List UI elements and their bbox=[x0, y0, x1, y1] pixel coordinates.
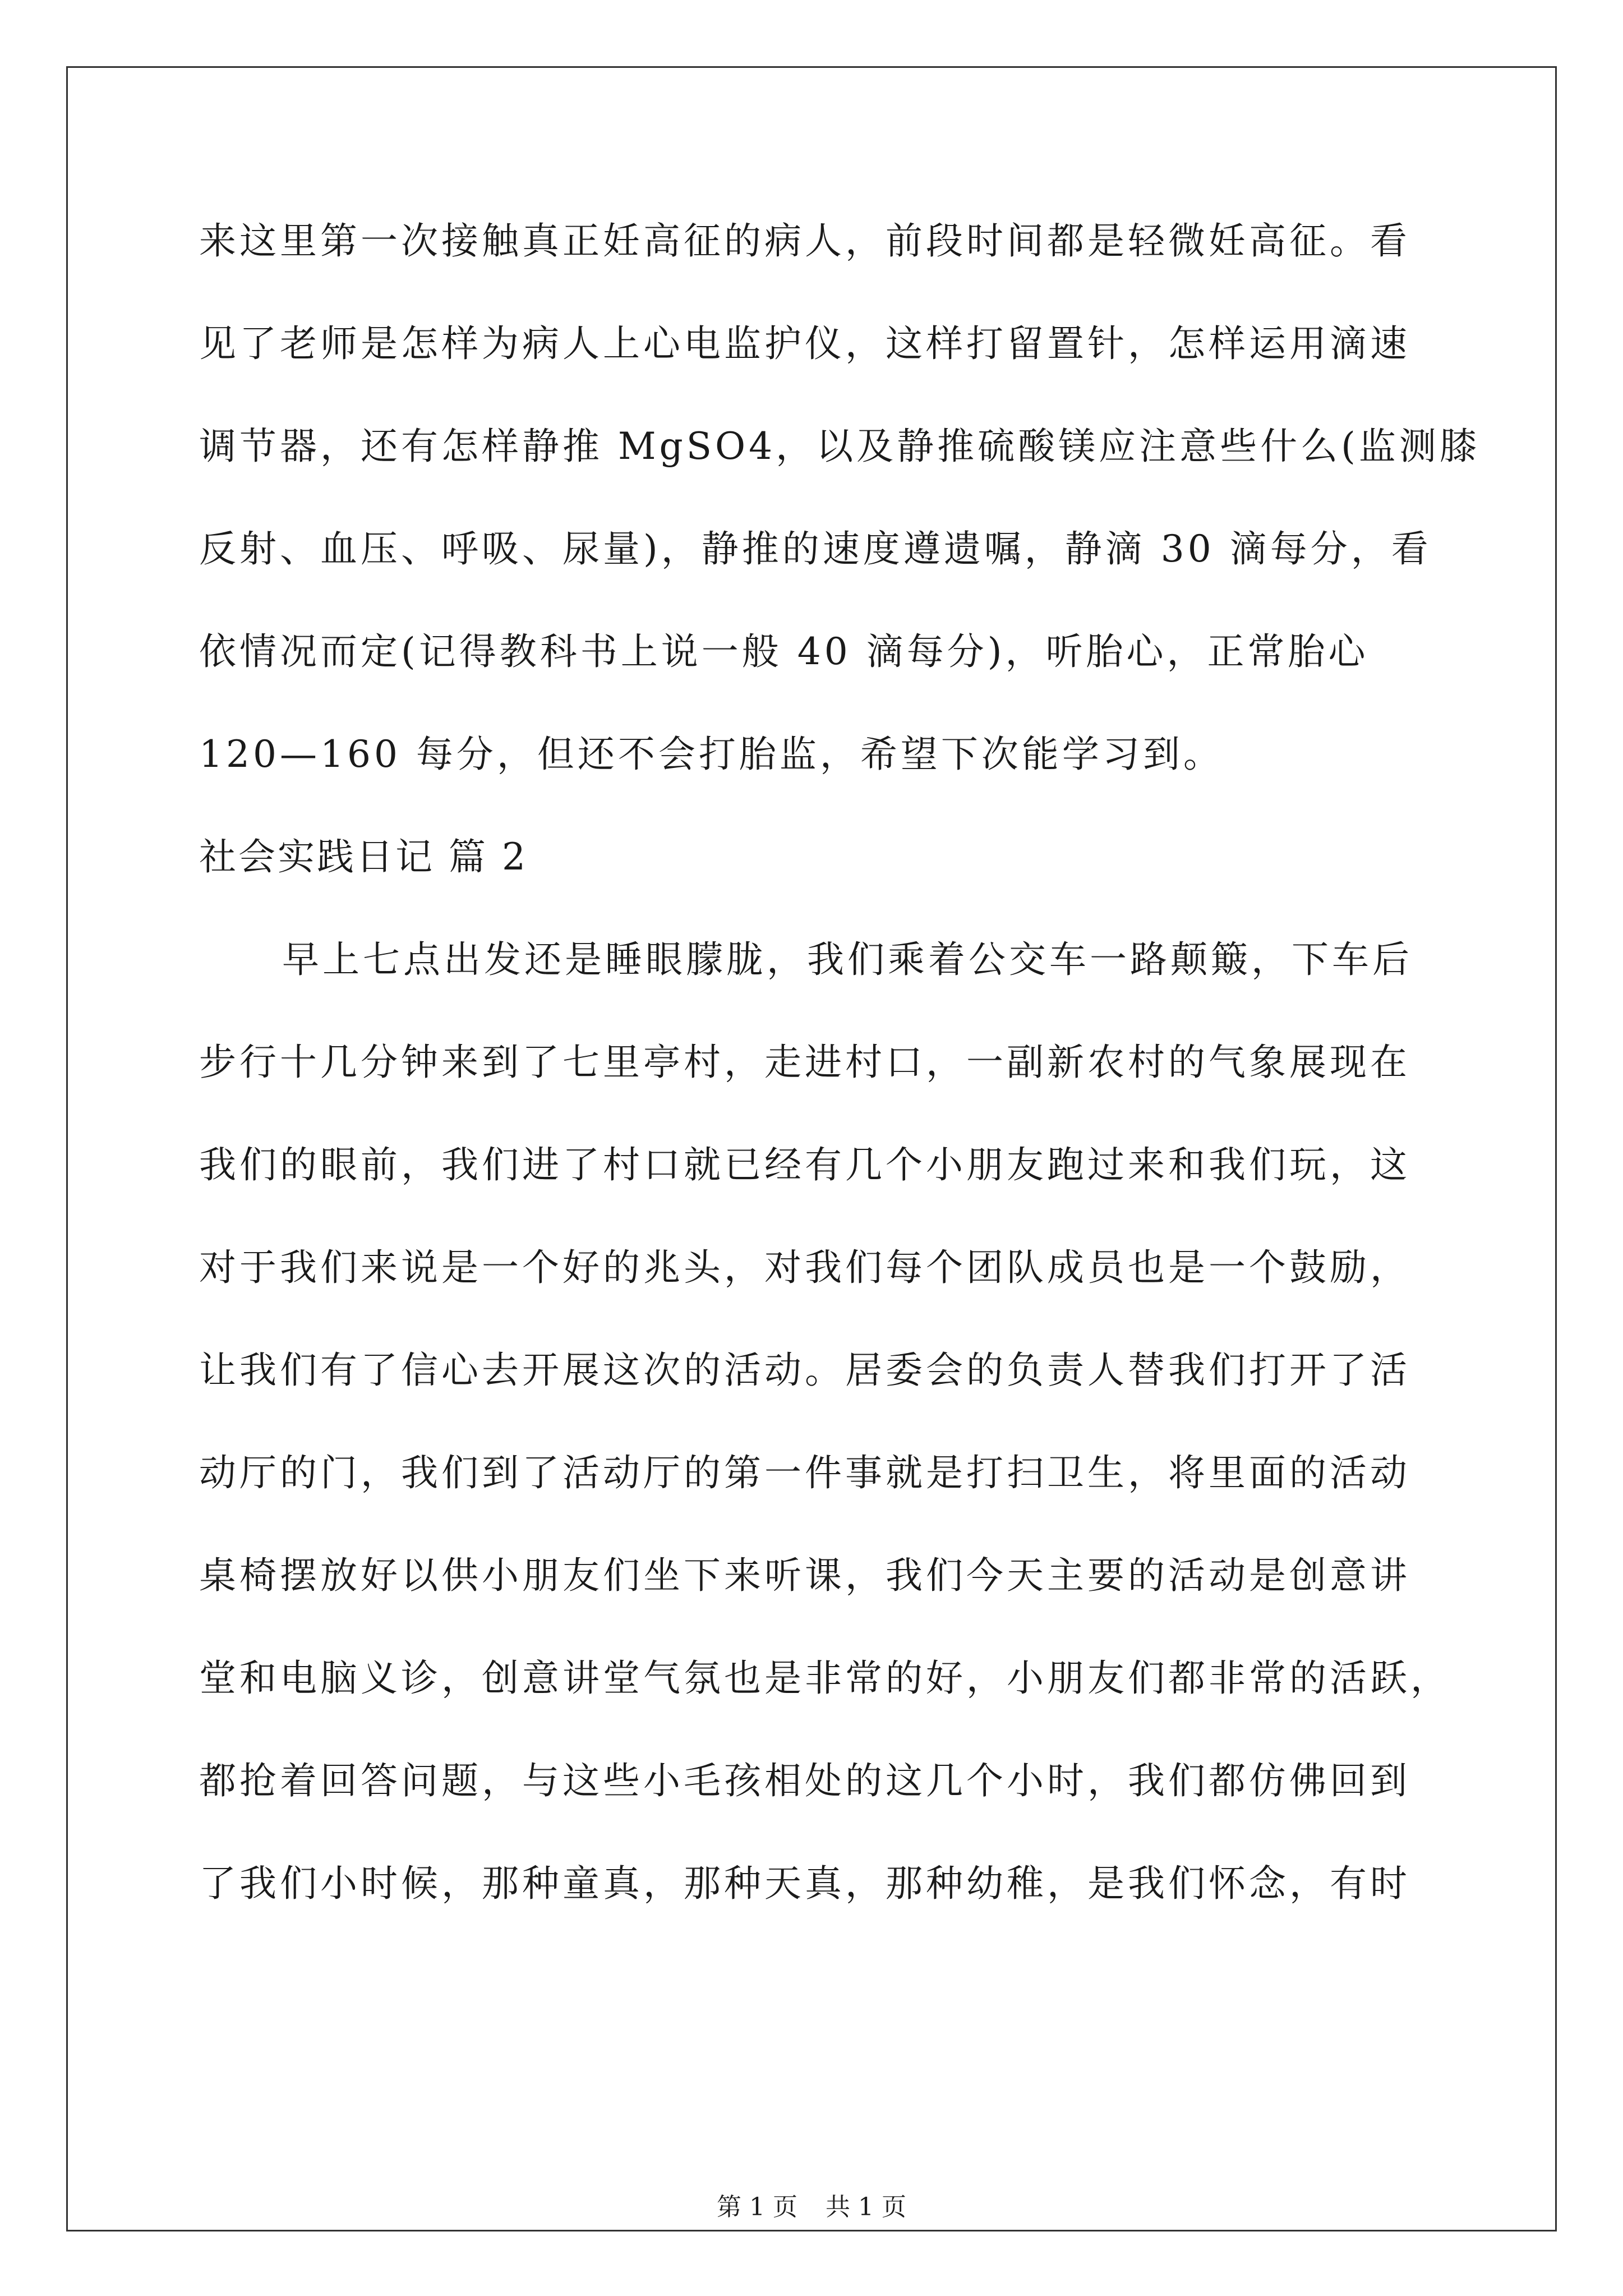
paragraph-2-line: 了我们小时候，那种童真，那种天真，那种幼稚，是我们怀念，有时 bbox=[199, 1862, 1410, 1905]
page-footer bbox=[0, 2191, 1623, 2224]
paragraph-1-line: 来这里第一次接触真正妊高征的病人，前段时间都是轻微妊高征。看 bbox=[199, 219, 1410, 263]
paragraph-2-line: 对于我们来说是一个好的兆头，对我们每个团队成员也是一个鼓励， bbox=[199, 1246, 1410, 1289]
paragraph-2-line: 动厅的门，我们到了活动厅的第一件事就是打扫卫生，将里面的活动 bbox=[199, 1451, 1410, 1494]
document-body bbox=[199, 213, 1480, 1958]
paragraph-2-line: 让我们有了信心去开展这次的活动。居委会的负责人替我们打开了活 bbox=[199, 1349, 1410, 1392]
paragraph-2-line: 步行十几分钟来到了七里亭村，走进村口，一副新农村的气象展现在 bbox=[199, 1041, 1410, 1084]
section-heading: 社会实践日记 篇 2 bbox=[199, 835, 528, 878]
paragraph-1-line: 反射、血压、呼吸、尿量)，静推的速度遵遗嘱，静滴 30 滴每分，看 bbox=[199, 527, 1432, 570]
paragraph-2-line: 桌椅摆放好以供小朋友们坐下来听课，我们今天主要的活动是创意讲 bbox=[199, 1554, 1410, 1597]
page-total: 共 1 页 bbox=[826, 2193, 906, 2221]
paragraph-2-line: 早上七点出发还是睡眼朦胧，我们乘着公交车一路颠簸，下车后 bbox=[282, 938, 1413, 981]
paragraph-1-line: 120—160 每分，但还不会打胎监，希望下次能学习到。 bbox=[199, 733, 1224, 776]
paragraph-2-line: 都抢着回答问题，与这些小毛孩相处的这几个小时，我们都仿佛回到 bbox=[199, 1759, 1410, 1802]
page-number: 第 1 页 bbox=[717, 2193, 797, 2221]
paragraph-1-line: 依情况而定(记得教科书上说一般 40 滴每分)，听胎心，正常胎心 bbox=[199, 630, 1369, 673]
paragraph-2-line: 我们的眼前，我们进了村口就已经有几个小朋友跑过来和我们玩，这 bbox=[199, 1143, 1410, 1186]
paragraph-2-line: 堂和电脑义诊，创意讲堂气氛也是非常的好，小朋友们都非常的活跃， bbox=[199, 1657, 1451, 1700]
paragraph-1-line: 调节器，还有怎样静推 MgSO4，以及静推硫酸镁应注意些什么(监测膝 bbox=[199, 425, 1480, 468]
paragraph-1-line: 见了老师是怎样为病人上心电监护仪，这样打留置针，怎样运用滴速 bbox=[199, 322, 1410, 365]
